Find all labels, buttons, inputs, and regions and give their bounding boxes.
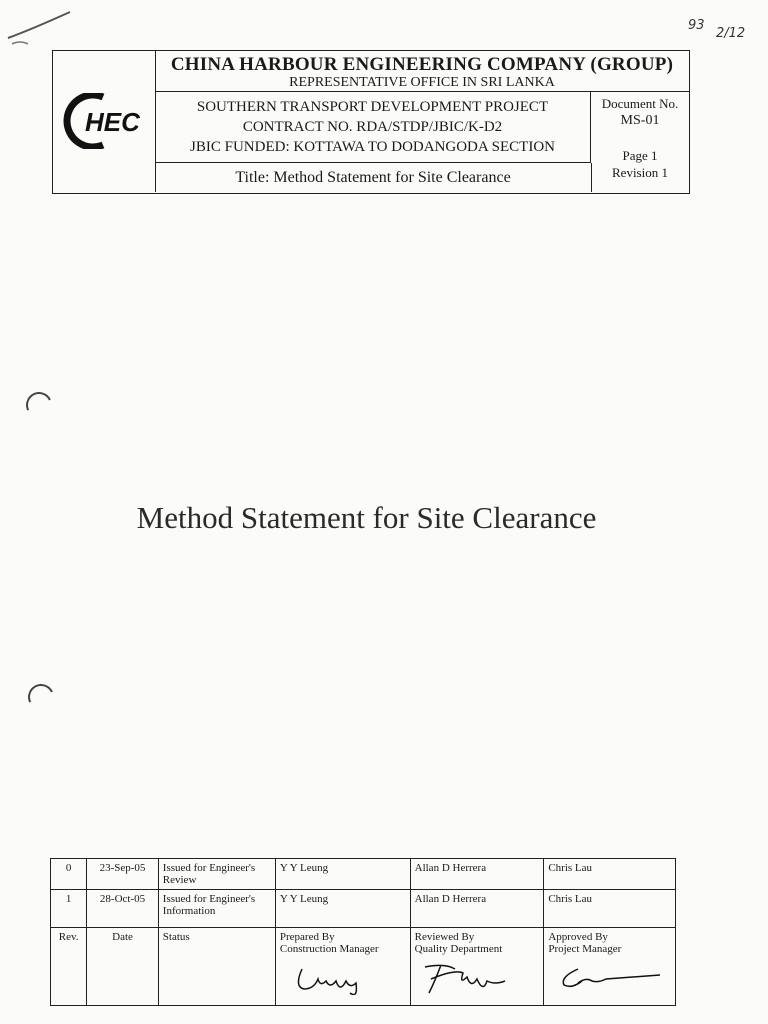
reviewed-by-role: Quality Department bbox=[414, 943, 503, 955]
prepared-by-cell bbox=[275, 928, 410, 1006]
table-footer-row bbox=[51, 928, 676, 1006]
punch-hole-bottom bbox=[24, 680, 57, 713]
project-line-1: SOUTHERN TRANSPORT DEVELOPMENT PROJECT bbox=[196, 99, 549, 115]
approved-by-label: Approved By bbox=[548, 931, 608, 943]
page-number: Page 1 bbox=[622, 148, 658, 163]
main-title: Method Statement for Site Clearance bbox=[136, 500, 597, 535]
date-header: Date bbox=[87, 928, 159, 1006]
revision-table bbox=[50, 858, 676, 1006]
date-cell: 28-Oct-05 bbox=[87, 890, 159, 928]
document-label: Document No. bbox=[601, 96, 679, 111]
prepared-by-label: Prepared By bbox=[279, 931, 335, 943]
reviewed-by-label: Reviewed By bbox=[414, 931, 475, 943]
reviewed-cell: Allan D Herrera bbox=[410, 859, 544, 890]
prepared-by-role: Construction Manager bbox=[279, 943, 379, 955]
approved-cell: Chris Lau bbox=[544, 890, 676, 928]
company-name: CHINA HARBOUR ENGINEERING COMPANY (GROUP) bbox=[170, 54, 674, 75]
logo-cell bbox=[53, 51, 156, 192]
status-cell: Issued for Engineer's Review bbox=[158, 859, 275, 890]
header-title: Title: Method Statement for Site Clearance bbox=[155, 163, 592, 192]
status-header: Status bbox=[158, 928, 275, 1006]
page-fraction: 2/12 bbox=[716, 26, 746, 41]
document-number: MS-01 bbox=[620, 113, 660, 128]
document-header bbox=[52, 50, 690, 194]
revision-number: Revision 1 bbox=[612, 165, 668, 180]
date-cell: 23-Sep-05 bbox=[87, 859, 159, 890]
company-row bbox=[155, 51, 689, 92]
rev-header: Rev. bbox=[51, 928, 87, 1006]
project-line-2: CONTRACT NO. RDA/STDP/JBIC/K-D2 bbox=[242, 119, 503, 135]
rev-cell: 0 bbox=[51, 859, 87, 890]
punch-hole-top bbox=[22, 388, 55, 421]
rev-cell: 1 bbox=[51, 890, 87, 928]
approved-cell: Chris Lau bbox=[544, 859, 676, 890]
chec-logo-icon bbox=[63, 93, 147, 149]
project-line-3: JBIC FUNDED: KOTTAWA TO DODANGODA SECTION bbox=[190, 139, 555, 155]
project-info bbox=[155, 91, 591, 163]
approved-by-cell bbox=[544, 928, 676, 1006]
prepared-cell: Y Y Leung bbox=[275, 890, 410, 928]
approved-by-role: Project Manager bbox=[548, 943, 622, 955]
status-cell: Issued for Engineer's Information bbox=[158, 890, 275, 928]
document-info bbox=[591, 91, 689, 192]
office-name: REPRESENTATIVE OFFICE IN SRI LANKA bbox=[289, 75, 555, 90]
reviewed-cell: Allan D Herrera bbox=[410, 890, 544, 928]
prepared-signature-icon bbox=[280, 959, 390, 995]
reviewed-by-cell bbox=[410, 928, 544, 1006]
prepared-cell: Y Y Leung bbox=[275, 859, 410, 890]
page-mark: 93 bbox=[688, 18, 705, 33]
svg-text:HEC: HEC bbox=[85, 107, 140, 137]
approved-signature-icon bbox=[548, 959, 664, 995]
table-row bbox=[51, 859, 676, 890]
reviewed-signature-icon bbox=[415, 959, 525, 995]
table-row bbox=[51, 890, 676, 928]
